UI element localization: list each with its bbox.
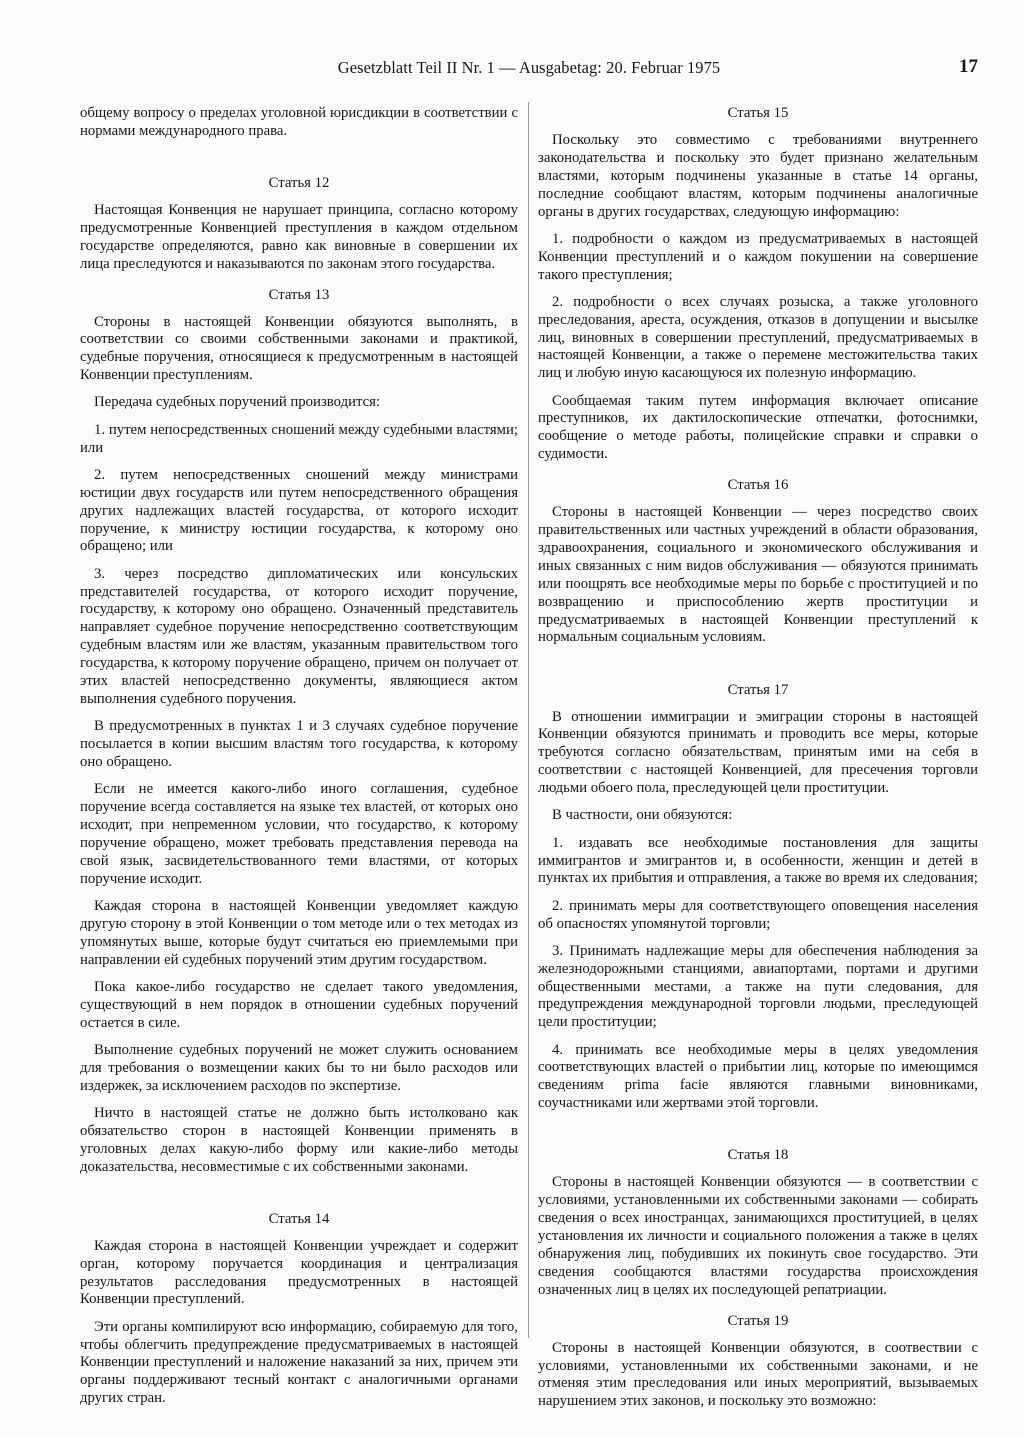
- article-12-heading: Статья 12: [268, 175, 330, 192]
- paragraph: Поскольку это совместимо с требованиями внутреннего законодательства и поскольку это будет признано желательным властями, которым подчинены указанные в статье 14 органы, последние сообщают властям, которым подчинены аналогичные органы в других государствах, следующую информацию:: [538, 131, 978, 220]
- spacer: [538, 1122, 978, 1134]
- paragraph: Сообщаемая таким путем информация включает описание преступников, их дактилоскопические отпечатки, фотоснимки, сообщение о методе работы, полицейские справки и справки о судимости.: [538, 392, 978, 463]
- publication-title: Gesetzblatt Teil II Nr. 1 — Ausgabetag: 20. Februar 1975: [337, 58, 721, 77]
- page-header: [80, 58, 978, 88]
- right-column: [538, 105, 978, 1421]
- paragraph: Пока какое-либо государство не сделает такого уведомления, существующий в нем порядок в отношении судебных поручений остается в силе.: [80, 978, 518, 1031]
- article-17-heading: Статья 17: [727, 681, 789, 698]
- paragraph: Каждая сторона в настоящей Конвенции уведомляет каждую другую сторону в этой Конвенции о том методе или о тех методах из упомянутых выше, которые будут считаться ею приемлемыми при направлении ей судебных поручений этим другим государством.: [80, 897, 518, 968]
- column-divider: [528, 102, 529, 1338]
- paragraph: В предусмотренных в пунктах 1 и 3 случаях судебное поручение посылается в копии высшим властям того государства, к которому оно обращено.: [80, 718, 518, 770]
- list-item: 1. подробности о каждом из предусматриваемых в настоящей Конвенции преступлений и о каждом покушении на совершение такого преступления;: [538, 230, 978, 283]
- paragraph: Каждая сторона в настоящей Конвенции учреждает и содержит орган, которому поручается координация и централизация результатов расследования предусмотренных в настоящей Конвенции преступлений.: [80, 1237, 518, 1308]
- article-14-heading: Статья 14: [268, 1210, 330, 1227]
- paragraph: В частности, они обязуются:: [552, 807, 733, 824]
- list-item: 2. принимать меры для соответствующего оповещения населения об опасностях упомянутой торговли;: [538, 897, 978, 932]
- article-16-heading: Статья 16: [727, 477, 789, 494]
- paragraph: Настоящая Конвенция не нарушает принципа, согласно которому предусмотренные Конвенцией преступления в каждом отдельном государстве определяются, равно как виновные в совершении их лица преследуются и наказываются по законам этого государства.: [80, 202, 518, 272]
- left-column: [80, 105, 518, 1417]
- paragraph: общему вопросу о пределах уголовной юрисдикции в соответствии с нормами международного права.: [80, 105, 518, 139]
- page-number: 17: [959, 56, 978, 77]
- paragraph: Эти органы компилируют всю информацию, собираемую для того, чтобы облегчить предупреждение предусматриваемых в настоящей Конвенции преступлений и наложение наказаний за них, причем эти органы поддерживают тесный контакт с аналогичными органами других стран.: [80, 1318, 518, 1407]
- list-item: 4. принимать все необходимые меры в целях уведомления соответствующих властей о прибытии лиц, которые по имеющимся сведениям prima facie являются главными виновниками, соучастниками или жертвами этой торговли.: [538, 1041, 978, 1112]
- list-item: 3. через посредство дипломатических или консульских представителей государства, от которого исходит поручение, государству, к которому оно обращено. Означенный представитель направляет судебное поручение непосредственно соответствующим судебным властям или же властям, указанным правительством того государства, к которому поручение обращено, причем он получает от этих властей непосредственно документы, являющиеся актом выполнения судебного поручения.: [80, 565, 518, 707]
- list-item: 1. путем непосредственных сношений между судебными властями; или: [80, 421, 518, 456]
- paragraph: Стороны в настоящей Конвенции обязуются — в соответствии с условиями, установленными их собственными законами — собирать сведения о всех иностранцах, занимающихся проституцией, в целях установления их личности и социального положения а также в целях обнаружения лиц, побудивших их покинуть свое государство. Эти сведения сообщаются властями государства происхождения означенных лиц в целях их последующей репатриации.: [538, 1174, 978, 1298]
- spacer: [538, 657, 978, 669]
- article-18-heading: Статья 18: [727, 1147, 789, 1164]
- paragraph: Если не имеется какого-либо иного соглашения, судебное поручение всегда составляется на языке тех властей, от которых оно исходит, при непременном условии, что государство, к которому поручение обращено, может требовать представления перевода на свой язык, засвидетельствованного теми властями, от которых поручение исходит.: [80, 781, 518, 887]
- list-item: 2. путем непосредственных сношений между министрами юстиции двух государств или путем непосредственного обращения других надлежащих властей государства, от которого исходит поручение, к министру юстиции государства, к которому оно обращено; или: [80, 466, 518, 555]
- paragraph: В отношении иммиграции и эмиграции стороны в настоящей Конвенции обязуются принимать и проводить все меры, которые требуются согласно обязательствам, принятым ими на себя в соответствии с настоящей Конвенцией, для пресечения торговли людьми обоего пола, преследующей цели проституции.: [538, 708, 978, 797]
- spacer: [80, 1186, 518, 1198]
- list-item: 2. подробности о всех случаях розыска, а также уголовного преследования, ареста, осуждения, отказов в допущении и высылке лиц, виновных в совершении преступлений, предусматриваемых в настоящей Конвенции, а также о перемене местожительства таких лиц и любую иную касающуюся их полезную информацию.: [538, 293, 978, 382]
- list-item: 3. Принимать надлежащие меры для обеспечения наблюдения за железнодорожными станциями, авиапортами, портами и другими общественными местами, а также на пути следования, для предупреждения международной торговли людьми, преследующей цели проституции;: [538, 942, 978, 1031]
- list-item: 1. издавать все необходимые постановления для защиты иммигрантов и эмигрантов и, в особенности, женщин и детей в пунктах их прибытия и отправления, а также во время их следования;: [538, 834, 978, 887]
- article-19-heading: Статья 19: [727, 1312, 789, 1329]
- paragraph: Стороны в настоящей Конвенции — через посредство своих правительственных или частных учреждений в области образования, здравоохранения, социального и экономического обслуживания и иных связанных с ним видов обслуживания — обязуются принимать или поощрять все необходимые меры по борьбе с проституцией и по возвращению и приспособлению жертв проституции и предусматриваемых в настоящей Конвенции преступлений к нормальным социальным условиям.: [538, 504, 978, 646]
- spacer: [80, 150, 518, 162]
- article-13-heading: Статья 13: [268, 286, 330, 303]
- paragraph: Передача судебных поручений производится:: [94, 394, 381, 411]
- paragraph: Стороны в настоящей Конвенции обязуются выполнять, в соответствии со своими собственными законами и практикой, судебные поручения, относящиеся к предусмотренным в настоящей Конвенции преступлениям.: [80, 313, 518, 384]
- paragraph: Выполнение судебных поручений не может служить основанием для требования о возмещении каких бы то ни было расходов или издержек, за исключением расходов по экспертизе.: [80, 1041, 518, 1094]
- article-15-heading: Статья 15: [727, 105, 789, 121]
- paragraph: Ничто в настоящей статье не должно быть истолковано как обязательство сторон в настоящей Конвенции применять в уголовных делах какую-либо форму или какие-либо методы доказательства, несовместимые с их собственными законами.: [80, 1104, 518, 1175]
- paragraph: Стороны в настоящей Конвенции обязуются, в соотвествии с условиями, установленными их собственными законами, и не отменяя этим преследования или иных мероприятий, вызываемых нарушением этих законов, и поскольку это возможно:: [538, 1339, 978, 1410]
